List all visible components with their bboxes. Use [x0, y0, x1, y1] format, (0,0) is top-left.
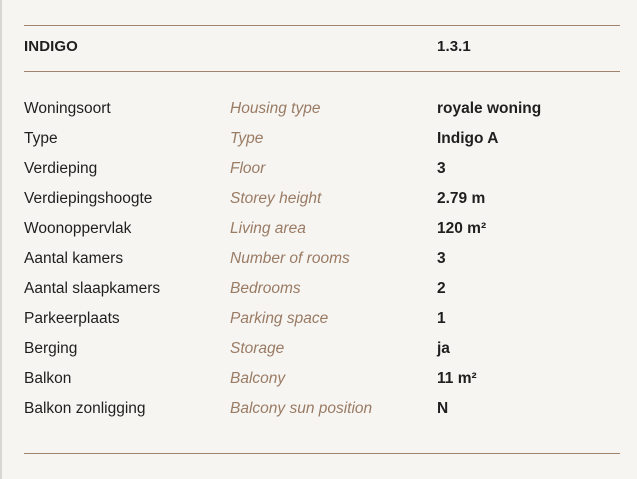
spec-table — [0, 94, 637, 424]
spec-value: Indigo A — [437, 130, 499, 147]
spec-row-storey-height — [0, 184, 637, 214]
spec-row-living-area — [0, 214, 637, 244]
spec-value: N — [437, 400, 449, 417]
spec-row-type — [0, 124, 637, 154]
spec-label-english: Storey height — [230, 190, 322, 207]
spec-header — [0, 38, 637, 60]
spec-row-balcony-sun-position — [0, 394, 637, 424]
unit-title: INDIGO — [24, 38, 78, 55]
spec-row-housing-type — [0, 94, 637, 124]
spec-label-dutch: Woonoppervlak — [24, 220, 132, 237]
spec-value: 2 — [437, 280, 446, 297]
spec-row-storage — [0, 334, 637, 364]
spec-value: royale woning — [437, 100, 542, 117]
spec-row-bedrooms — [0, 274, 637, 304]
spec-value: 1 — [437, 310, 446, 327]
bottom-divider — [24, 453, 620, 454]
spec-value: 2.79 m — [437, 190, 486, 207]
spec-row-number-of-rooms — [0, 244, 637, 274]
header-divider — [24, 71, 620, 72]
spec-value: ja — [437, 340, 450, 357]
spec-label-english: Floor — [230, 160, 266, 177]
spec-row-floor — [0, 154, 637, 184]
spec-row-parking-space — [0, 304, 637, 334]
spec-label-english: Number of rooms — [230, 250, 350, 267]
spec-label-english: Balcony — [230, 370, 286, 387]
top-divider — [24, 25, 620, 26]
spec-label-dutch: Verdiepingshoogte — [24, 190, 153, 207]
spec-value: 11 m² — [437, 370, 477, 387]
spec-value: 120 m² — [437, 220, 487, 237]
spec-value: 3 — [437, 250, 446, 267]
spec-label-english: Type — [230, 130, 264, 147]
unit-code: 1.3.1 — [437, 38, 471, 55]
spec-label-english: Housing type — [230, 100, 321, 117]
spec-label-english: Bedrooms — [230, 280, 301, 297]
spec-label-dutch: Berging — [24, 340, 78, 357]
spec-label-dutch: Type — [24, 130, 58, 147]
spec-label-dutch: Balkon — [24, 370, 72, 387]
spec-label-dutch: Woningsoort — [24, 100, 111, 117]
spec-label-english: Balcony sun position — [230, 400, 373, 417]
spec-label-dutch: Balkon zonligging — [24, 400, 146, 417]
spec-label-english: Living area — [230, 220, 306, 237]
spec-label-english: Parking space — [230, 310, 329, 327]
spec-label-dutch: Aantal slaapkamers — [24, 280, 161, 297]
spec-label-dutch: Parkeerplaats — [24, 310, 120, 327]
spec-label-english: Storage — [230, 340, 285, 357]
spec-label-dutch: Aantal kamers — [24, 250, 124, 267]
spec-value: 3 — [437, 160, 446, 177]
spec-label-dutch: Verdieping — [24, 160, 98, 177]
spec-row-balcony — [0, 364, 637, 394]
